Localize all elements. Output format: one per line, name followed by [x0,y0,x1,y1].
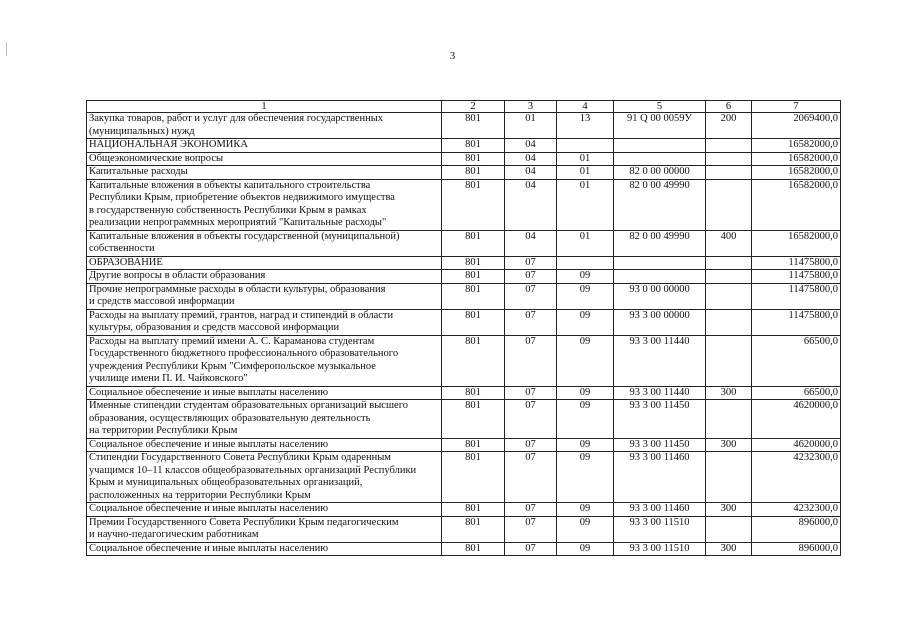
table-row [87,152,841,166]
target-article-cell [614,152,706,166]
target-article-cell [614,139,706,153]
table-row [87,270,841,284]
target-article-cell: 93 3 00 11460 [614,452,706,503]
section-code-cell: 04 [505,139,557,153]
amount-cell: 4620000,0 [752,400,841,439]
amount-cell: 896000,0 [752,516,841,542]
amount-cell: 11475800,0 [752,256,841,270]
table-row [87,230,841,256]
target-article-cell: 91 Q 00 0059У [614,113,706,139]
target-article-cell: 82 0 00 00000 [614,166,706,180]
table-row [87,438,841,452]
section-code-cell: 04 [505,179,557,230]
expense-name-cell: Стипендии Государственного Совета Республики Крым одаренным учащимся 10–11 классов общеобразовательных организаций Республики Крым и муниципальных общеобразовательных организаций, расположенных на территории Республики Крым [87,452,442,503]
target-article-cell: 93 3 00 00000 [614,309,706,335]
amount-cell: 16582000,0 [752,179,841,230]
department-code-cell: 801 [442,113,505,139]
expense-name-cell: Социальное обеспечение и иные выплаты населению [87,503,442,517]
section-code-cell: 07 [505,438,557,452]
expense-type-cell [706,179,752,230]
subsection-code-cell: 09 [557,400,614,439]
department-code-cell: 801 [442,179,505,230]
amount-cell: 16582000,0 [752,230,841,256]
target-article-cell: 82 0 00 49990 [614,230,706,256]
department-code-cell: 801 [442,152,505,166]
amount-cell: 16582000,0 [752,166,841,180]
section-code-cell: 01 [505,113,557,139]
expense-type-cell [706,166,752,180]
expense-name-cell: Социальное обеспечение и иные выплаты населению [87,438,442,452]
expense-type-cell [706,283,752,309]
section-code-cell: 07 [505,542,557,556]
page-number: 3 [449,50,456,62]
subsection-code-cell: 09 [557,386,614,400]
subsection-code-cell [557,139,614,153]
section-code-cell: 07 [505,503,557,517]
expense-type-cell: 400 [706,230,752,256]
column-header: 5 [614,101,706,113]
expense-type-cell [706,452,752,503]
department-code-cell: 801 [442,270,505,284]
expense-name-cell: Расходы на выплату премий имени А. С. Караманова студентам Государственного бюджетного профессионального образовательного учреждения Республики Крым "Симферопольское музыкальное училище имени П. И. Чайковского" [87,335,442,386]
expense-name-cell: Другие вопросы в области образования [87,270,442,284]
subsection-code-cell [557,256,614,270]
table-header-row [87,101,841,113]
table-row [87,179,841,230]
section-code-cell: 04 [505,152,557,166]
amount-cell: 66500,0 [752,335,841,386]
target-article-cell: 82 0 00 49990 [614,179,706,230]
budget-table [86,100,841,556]
column-header: 6 [706,101,752,113]
amount-cell: 896000,0 [752,542,841,556]
section-code-cell: 07 [505,386,557,400]
expense-name-cell: Закупка товаров, работ и услуг для обеспечения государственных (муниципальных) нужд [87,113,442,139]
target-article-cell [614,256,706,270]
expense-type-cell: 200 [706,113,752,139]
target-article-cell: 93 3 00 11450 [614,400,706,439]
department-code-cell: 801 [442,256,505,270]
expense-name-cell: Прочие непрограммные расходы в области культуры, образования и средств массовой информации [87,283,442,309]
department-code-cell: 801 [442,516,505,542]
subsection-code-cell: 09 [557,309,614,335]
section-code-cell: 07 [505,335,557,386]
table-row [87,542,841,556]
section-code-cell: 07 [505,309,557,335]
amount-cell: 11475800,0 [752,270,841,284]
column-header: 1 [87,101,442,113]
expense-name-cell: Именные стипендии студентам образовательных организаций высшего образования, осуществляющих образовательную деятельность на территории Республики Крым [87,400,442,439]
subsection-code-cell: 01 [557,230,614,256]
table-row [87,283,841,309]
target-article-cell: 93 3 00 11440 [614,335,706,386]
column-header: 2 [442,101,505,113]
section-code-cell: 04 [505,166,557,180]
table-row [87,309,841,335]
expense-name-cell: Капитальные вложения в объекты капитального строительства Республики Крым, приобретение объектов недвижимого имущества в государственную собственность Республики Крым в рамках реализации непрограммных мероприятий "Капитальные расходы" [87,179,442,230]
amount-cell: 2069400,0 [752,113,841,139]
expense-type-cell [706,270,752,284]
department-code-cell: 801 [442,542,505,556]
table-row [87,335,841,386]
target-article-cell: 93 3 00 11510 [614,516,706,542]
column-header: 4 [557,101,614,113]
table-row [87,113,841,139]
department-code-cell: 801 [442,283,505,309]
expense-type-cell [706,400,752,439]
department-code-cell: 801 [442,386,505,400]
expense-type-cell [706,335,752,386]
expense-type-cell [706,516,752,542]
expense-type-cell [706,309,752,335]
amount-cell: 11475800,0 [752,309,841,335]
table-row [87,256,841,270]
table-row [87,516,841,542]
expense-type-cell [706,139,752,153]
subsection-code-cell: 09 [557,503,614,517]
department-code-cell: 801 [442,335,505,386]
amount-cell: 16582000,0 [752,152,841,166]
expense-name-cell: ОБРАЗОВАНИЕ [87,256,442,270]
section-code-cell: 07 [505,256,557,270]
subsection-code-cell: 01 [557,152,614,166]
subsection-code-cell: 09 [557,335,614,386]
expense-type-cell: 300 [706,503,752,517]
expense-type-cell [706,256,752,270]
section-code-cell: 07 [505,283,557,309]
table-body [87,113,841,556]
target-article-cell: 93 3 00 11510 [614,542,706,556]
department-code-cell: 801 [442,452,505,503]
amount-cell: 16582000,0 [752,139,841,153]
table-row [87,139,841,153]
table-row [87,166,841,180]
amount-cell: 4232300,0 [752,503,841,517]
subsection-code-cell: 13 [557,113,614,139]
department-code-cell: 801 [442,400,505,439]
table-row [87,503,841,517]
section-code-cell: 07 [505,400,557,439]
department-code-cell: 801 [442,503,505,517]
expense-name-cell: Капитальные расходы [87,166,442,180]
expense-name-cell: НАЦИОНАЛЬНАЯ ЭКОНОМИКА [87,139,442,153]
expense-type-cell: 300 [706,386,752,400]
target-article-cell: 93 0 00 00000 [614,283,706,309]
column-header: 3 [505,101,557,113]
department-code-cell: 801 [442,230,505,256]
amount-cell: 66500,0 [752,386,841,400]
subsection-code-cell: 09 [557,542,614,556]
table-row [87,452,841,503]
target-article-cell [614,270,706,284]
subsection-code-cell: 09 [557,516,614,542]
target-article-cell: 93 3 00 11450 [614,438,706,452]
expense-name-cell: Капитальные вложения в объекты государственной (муниципальной) собственности [87,230,442,256]
target-article-cell: 93 3 00 11440 [614,386,706,400]
amount-cell: 4620000,0 [752,438,841,452]
section-code-cell: 07 [505,270,557,284]
target-article-cell: 93 3 00 11460 [614,503,706,517]
expense-name-cell: Социальное обеспечение и иные выплаты населению [87,542,442,556]
expense-name-cell: Расходы на выплату премий, грантов, наград и стипендий в области культуры, образования и средств массовой информации [87,309,442,335]
amount-cell: 11475800,0 [752,283,841,309]
department-code-cell: 801 [442,139,505,153]
subsection-code-cell: 09 [557,438,614,452]
expense-type-cell: 300 [706,438,752,452]
subsection-code-cell: 09 [557,270,614,284]
section-code-cell: 07 [505,452,557,503]
section-code-cell: 04 [505,230,557,256]
section-code-cell: 07 [505,516,557,542]
expense-name-cell: Общеэкономические вопросы [87,152,442,166]
department-code-cell: 801 [442,309,505,335]
subsection-code-cell: 01 [557,179,614,230]
subsection-code-cell: 01 [557,166,614,180]
expense-type-cell [706,152,752,166]
amount-cell: 4232300,0 [752,452,841,503]
column-header: 7 [752,101,841,113]
table-row [87,400,841,439]
department-code-cell: 801 [442,166,505,180]
department-code-cell: 801 [442,438,505,452]
expense-type-cell: 300 [706,542,752,556]
subsection-code-cell: 09 [557,283,614,309]
subsection-code-cell: 09 [557,452,614,503]
expense-name-cell: Премии Государственного Совета Республики Крым педагогическим и научно-педагогическим работникам [87,516,442,542]
expense-name-cell: Социальное обеспечение и иные выплаты населению [87,386,442,400]
table-row [87,386,841,400]
